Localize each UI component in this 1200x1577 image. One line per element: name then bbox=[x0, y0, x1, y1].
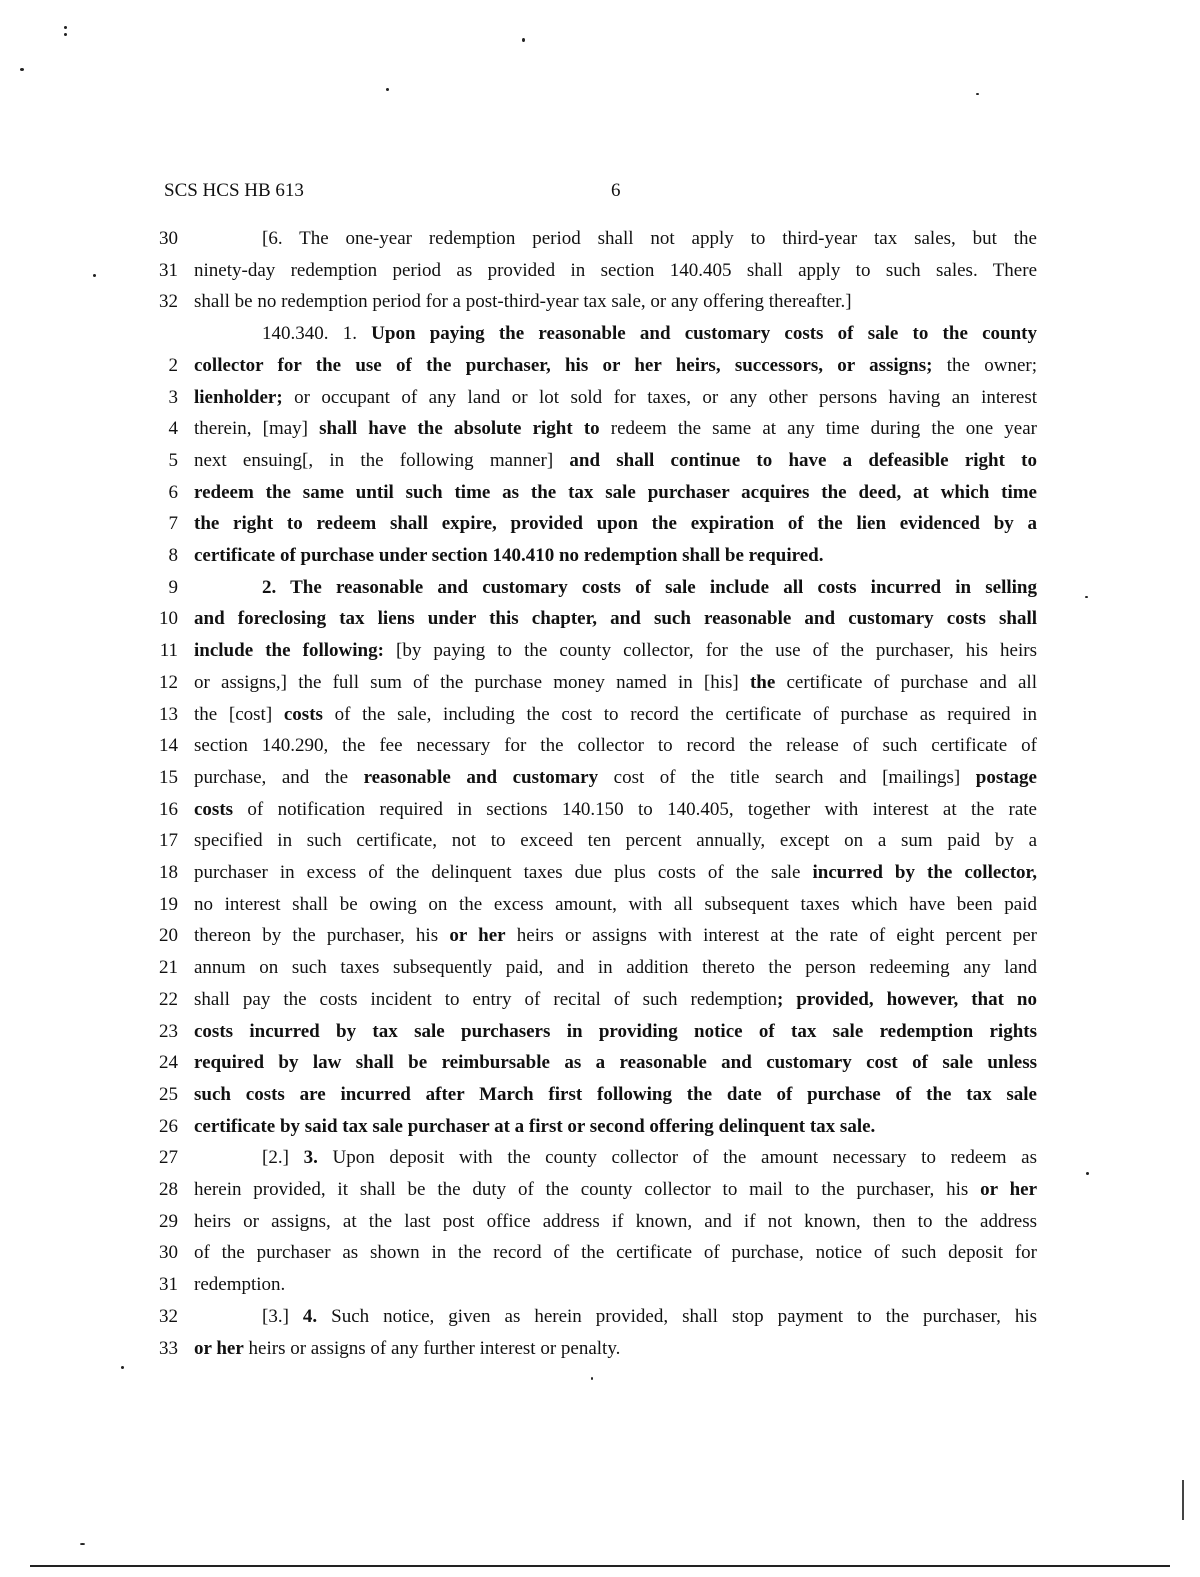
line-text bbox=[262, 1146, 1037, 1170]
bold-text-segment: 3. bbox=[303, 1147, 318, 1169]
line-text bbox=[194, 449, 1037, 473]
bold-text-segment: or her bbox=[194, 1337, 244, 1359]
line-text bbox=[262, 576, 1037, 600]
bold-text-segment: required by law shall be reimbursable as a reasonable and customary cost of sale unless bbox=[194, 1052, 1037, 1074]
text-segment: or occupant of any land or lot sold for taxes, or any other persons having an interest bbox=[282, 386, 1037, 408]
line-number: 5 bbox=[168, 449, 178, 471]
bold-text-segment: reasonable and customary bbox=[363, 766, 599, 788]
text-segment: purchase, and the bbox=[194, 766, 364, 788]
text-line bbox=[0, 227, 1200, 259]
line-number: 23 bbox=[159, 1020, 178, 1042]
line-number: 31 bbox=[159, 259, 178, 281]
text-line bbox=[0, 1210, 1200, 1242]
text-segment: no interest shall be owing on the excess amount, with all subsequent taxes which have been paid bbox=[194, 893, 1037, 915]
text-segment: Upon deposit with the county collector of the amount necessary to redeem as bbox=[317, 1147, 1037, 1169]
line-text bbox=[262, 322, 1037, 346]
line-number: 2 bbox=[168, 354, 178, 376]
text-segment: redemption. bbox=[194, 1274, 286, 1296]
line-text bbox=[194, 703, 1037, 727]
line-number: 27 bbox=[159, 1147, 178, 1169]
bold-text-segment: postage bbox=[975, 766, 1037, 788]
line-number: 30 bbox=[159, 228, 178, 249]
line-number: 32 bbox=[159, 1305, 178, 1327]
line-text bbox=[262, 1305, 1037, 1329]
text-line bbox=[0, 671, 1200, 703]
bold-text-segment: shall have the absolute right to bbox=[319, 418, 600, 440]
text-segment: heirs or assigns of any further interest or penalty. bbox=[243, 1337, 621, 1359]
line-number: 13 bbox=[159, 703, 178, 725]
line-number: 12 bbox=[159, 671, 178, 693]
text-line bbox=[0, 893, 1200, 925]
text-segment: [by paying to the county collector, for the use of the purchaser, his heirs bbox=[383, 640, 1037, 662]
line-number: 14 bbox=[159, 735, 178, 757]
scan-speck bbox=[121, 1366, 124, 1369]
text-segment: shall pay the costs incident to entry of recital of such redemption bbox=[194, 988, 778, 1010]
text-line bbox=[0, 924, 1200, 956]
scan-bottom-edge bbox=[30, 1565, 1170, 1567]
text-segment: certificate of purchase and all bbox=[775, 671, 1037, 693]
line-text bbox=[194, 893, 1037, 917]
text-segment: [2.] bbox=[262, 1147, 304, 1169]
text-line bbox=[0, 607, 1200, 639]
line-text bbox=[194, 1083, 1037, 1107]
line-number: 21 bbox=[159, 957, 178, 979]
line-text bbox=[194, 1115, 1037, 1139]
text-segment: 140.340. 1. bbox=[262, 323, 372, 345]
text-segment: ninety-day redemption period as provided in section 140.405 shall apply to such sales. There bbox=[194, 259, 1037, 281]
line-number: 24 bbox=[159, 1052, 178, 1074]
scan-speck bbox=[1086, 1172, 1089, 1175]
bold-text-segment: 2. The reasonable and customary costs of sale include all costs incurred in selling bbox=[262, 576, 1037, 598]
bold-text-segment: 4. bbox=[302, 1305, 318, 1327]
line-text bbox=[194, 1273, 1037, 1297]
line-text bbox=[194, 829, 1037, 853]
text-line bbox=[0, 639, 1200, 671]
line-number: 26 bbox=[159, 1115, 178, 1137]
line-text bbox=[194, 861, 1037, 885]
line-number: 32 bbox=[159, 291, 178, 313]
scan-edge-mark bbox=[1182, 1480, 1184, 1520]
text-segment: heirs or assigns, at the last post office address if known, and if not known, then to the address bbox=[194, 1210, 1037, 1232]
text-line bbox=[0, 354, 1200, 386]
text-line bbox=[0, 703, 1200, 735]
bold-text-segment: certificate by said tax sale purchaser at a first or second offering delinquent tax sale. bbox=[194, 1115, 876, 1137]
line-number: 17 bbox=[159, 830, 178, 852]
text-line bbox=[0, 1273, 1200, 1305]
scan-speck bbox=[64, 33, 67, 36]
text-segment: heirs or assigns with interest at the rate of eight percent per bbox=[505, 925, 1037, 947]
line-text bbox=[194, 512, 1037, 536]
line-number: 15 bbox=[159, 766, 178, 788]
line-text bbox=[194, 798, 1037, 822]
text-line bbox=[0, 544, 1200, 576]
line-text bbox=[194, 924, 1037, 948]
text-line bbox=[0, 576, 1200, 608]
text-segment: of notification required in sections 140.150 to 140.405, together with interest at the rate bbox=[233, 798, 1037, 820]
line-text bbox=[194, 1337, 1037, 1361]
bold-text-segment: and foreclosing tax liens under this chapter, and such reasonable and customary costs shall bbox=[194, 608, 1037, 630]
line-text bbox=[262, 227, 1037, 251]
line-number: 9 bbox=[168, 576, 178, 598]
bold-text-segment: collector for the use of the purchaser, his or her heirs, successors, or assigns; bbox=[194, 354, 933, 376]
text-line bbox=[0, 1115, 1200, 1147]
text-segment: next ensuing[, in the following manner] bbox=[194, 449, 570, 471]
scan-speck bbox=[64, 26, 67, 29]
text-line bbox=[0, 386, 1200, 418]
line-number: 11 bbox=[159, 640, 178, 662]
line-text bbox=[194, 1178, 1037, 1202]
scan-speck bbox=[1085, 596, 1088, 598]
line-number: 20 bbox=[159, 925, 178, 947]
text-line bbox=[0, 861, 1200, 893]
text-segment: [3.] bbox=[262, 1305, 303, 1327]
line-number: 29 bbox=[159, 1210, 178, 1232]
line-text bbox=[194, 1241, 1037, 1265]
text-line bbox=[0, 1337, 1200, 1369]
bold-text-segment: and shall continue to have a defeasible right to bbox=[569, 449, 1037, 471]
text-line bbox=[0, 481, 1200, 513]
line-text bbox=[194, 544, 1037, 568]
line-text bbox=[194, 259, 1037, 283]
text-segment: purchaser in excess of the delinquent taxes due plus costs of the sale bbox=[194, 862, 813, 883]
line-text bbox=[194, 386, 1037, 410]
scan-speck bbox=[591, 1377, 593, 1380]
text-line bbox=[0, 798, 1200, 830]
scan-speck bbox=[522, 38, 525, 42]
text-line bbox=[0, 512, 1200, 544]
line-text bbox=[194, 290, 1037, 314]
line-number: 22 bbox=[159, 988, 178, 1010]
text-segment: cost of the title search and [mailings] bbox=[598, 766, 976, 788]
line-number: 18 bbox=[159, 862, 178, 883]
line-text bbox=[194, 354, 1037, 378]
bold-text-segment: the right to redeem shall expire, provided upon the expiration of the lien evidenced by a bbox=[194, 513, 1037, 535]
text-segment: annum on such taxes subsequently paid, and in addition thereto the person redeeming any land bbox=[194, 957, 1037, 979]
bold-text-segment: incurred by the collector, bbox=[812, 862, 1037, 883]
line-number: 7 bbox=[168, 513, 178, 535]
text-segment: Such notice, given as herein provided, shall stop payment to the purchaser, his bbox=[317, 1305, 1037, 1327]
text-segment: shall be no redemption period for a post-third-year tax sale, or any offering thereafter.] bbox=[194, 291, 852, 313]
scan-speck bbox=[976, 93, 979, 95]
line-number: 31 bbox=[159, 1274, 178, 1296]
text-line bbox=[0, 956, 1200, 988]
text-segment: the [cost] bbox=[194, 703, 284, 725]
text-line bbox=[0, 259, 1200, 291]
line-number: 28 bbox=[159, 1179, 178, 1200]
line-text bbox=[194, 1210, 1037, 1234]
line-number: 8 bbox=[168, 545, 178, 566]
bold-text-segment: ; provided, however, that no bbox=[777, 988, 1037, 1010]
line-text bbox=[194, 481, 1037, 505]
text-segment: of the purchaser as shown in the record of the certificate of purchase, notice of such deposit for bbox=[194, 1242, 1037, 1264]
text-line bbox=[0, 1305, 1200, 1337]
text-line bbox=[0, 1051, 1200, 1083]
text-segment: [6. The one-year redemption period shall not apply to third-year tax sales, but the bbox=[262, 228, 1037, 249]
bold-text-segment: costs bbox=[283, 703, 323, 725]
page-header bbox=[164, 180, 634, 210]
line-number: 3 bbox=[168, 386, 178, 408]
text-line bbox=[0, 322, 1200, 354]
text-segment: specified in such certificate, not to exceed ten percent annually, except on a sum paid by a bbox=[194, 830, 1037, 852]
bold-text-segment: or her bbox=[980, 1179, 1038, 1200]
bold-text-segment: lienholder; bbox=[194, 386, 283, 408]
text-segment: or assigns,] the full sum of the purchase money named in [his] bbox=[194, 671, 750, 693]
scan-speck bbox=[386, 88, 389, 91]
line-text bbox=[194, 1020, 1037, 1044]
text-segment: of the sale, including the cost to record the certificate of purchase as required in bbox=[322, 703, 1037, 725]
text-segment: the owner; bbox=[932, 354, 1037, 376]
bold-text-segment: such costs are incurred after March first following the date of purchase of the tax sale bbox=[194, 1083, 1037, 1105]
line-text bbox=[194, 734, 1037, 758]
bold-text-segment: the bbox=[749, 671, 776, 693]
line-text bbox=[194, 1051, 1037, 1075]
text-line bbox=[0, 1146, 1200, 1178]
scan-speck bbox=[80, 1543, 85, 1545]
text-segment: section 140.290, the fee necessary for the collector to record the release of such certificate of bbox=[194, 735, 1037, 757]
bold-text-segment: or her bbox=[449, 925, 506, 947]
line-number: 33 bbox=[159, 1337, 178, 1359]
text-line bbox=[0, 1020, 1200, 1052]
bold-text-segment: costs bbox=[194, 798, 234, 820]
text-line bbox=[0, 1083, 1200, 1115]
line-number: 30 bbox=[159, 1242, 178, 1264]
line-number: 25 bbox=[159, 1083, 178, 1105]
text-line bbox=[0, 734, 1200, 766]
line-text bbox=[194, 639, 1037, 663]
text-line bbox=[0, 766, 1200, 798]
page-number: 6 bbox=[611, 180, 621, 201]
text-line bbox=[0, 1241, 1200, 1273]
bold-text-segment: costs incurred by tax sale purchasers in providing notice of tax sale redemption rights bbox=[194, 1020, 1037, 1042]
line-text bbox=[194, 956, 1037, 980]
bold-text-segment: Upon paying the reasonable and customary costs of sale to the county bbox=[371, 323, 1037, 345]
bold-text-segment: redeem the same until such time as the tax sale purchaser acquires the deed, at which time bbox=[194, 481, 1037, 503]
line-text bbox=[194, 988, 1037, 1012]
line-number: 4 bbox=[168, 418, 178, 440]
line-text bbox=[194, 607, 1037, 631]
line-text bbox=[194, 417, 1037, 441]
text-segment: thereon by the purchaser, his bbox=[194, 925, 450, 947]
scan-speck bbox=[93, 274, 96, 277]
bold-text-segment: include the following: bbox=[194, 640, 384, 662]
line-text bbox=[194, 766, 1037, 790]
text-line bbox=[0, 1178, 1200, 1210]
text-line bbox=[0, 449, 1200, 481]
text-line bbox=[0, 417, 1200, 449]
text-line bbox=[0, 290, 1200, 322]
text-line bbox=[0, 829, 1200, 861]
bill-identifier: SCS HCS HB 613 bbox=[164, 180, 304, 201]
text-segment: therein, [may] bbox=[194, 418, 320, 440]
line-number: 10 bbox=[159, 608, 178, 630]
line-number: 6 bbox=[168, 481, 178, 503]
text-segment: herein provided, it shall be the duty of the county collector to mail to the purchaser, his bbox=[194, 1179, 981, 1200]
line-number: 16 bbox=[159, 798, 178, 820]
scan-speck bbox=[20, 68, 24, 71]
bold-text-segment: certificate of purchase under section 140.410 no redemption shall be required. bbox=[194, 545, 824, 566]
line-text bbox=[194, 671, 1037, 695]
line-number: 19 bbox=[159, 893, 178, 915]
text-segment: redeem the same at any time during the one year bbox=[599, 418, 1037, 440]
text-line bbox=[0, 988, 1200, 1020]
